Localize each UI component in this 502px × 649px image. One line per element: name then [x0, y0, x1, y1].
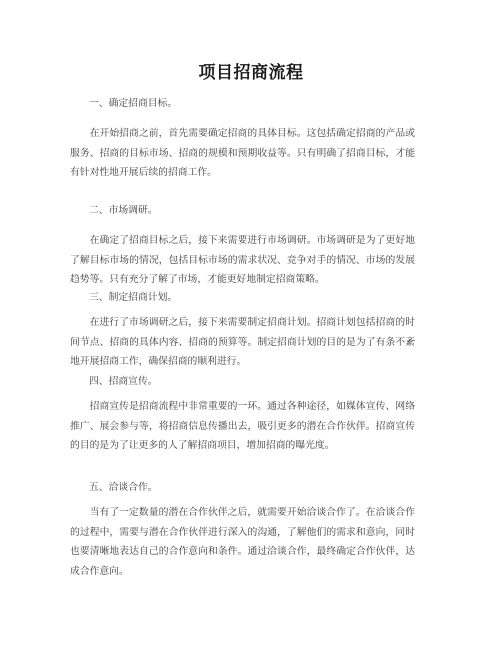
section-paragraph-3	[70, 313, 415, 372]
section-heading-2: 二、市场调研。	[89, 205, 158, 216]
section-paragraph-3-text: 在进行了市场调研之后，接下来需要制定招商计划。招商计划包括招商的时间节点、招商的具体内容、招商的预算等。制定招商计划的目的是为了有条不紊地开展招商工作，确保招商的顺利进行。	[70, 317, 415, 368]
section-heading-3: 三、制定招商计划。	[89, 292, 178, 303]
section-paragraph-5-text: 当有了一定数量的潜在合作伙伴之后，就需要开始洽谈合作了。在洽谈合作的过程中，需要与潜在合作伙伴进行深入的沟通，了解他们的需求和意向，同时也要清晰地表达自己的合作意向和条件。通过洽谈合作，最终确定合作伙伴，达成合作意向。	[70, 507, 415, 577]
section-paragraph-5	[70, 503, 415, 581]
section-heading-1: 一、确定招商目标。	[89, 98, 178, 109]
section-paragraph-4-text: 招商宣传是招商流程中非常重要的一环。通过各种途径，如媒体宣传、网络推广、展会参与等，将招商信息传播出去，吸引更多的潜在合作伙伴。招商宣传的目的是为了让更多的人了解招商项目，增加招商的曝光度。	[70, 401, 415, 452]
section-heading-4: 四、招商宣传。	[89, 376, 158, 387]
section-paragraph-2	[70, 231, 415, 290]
section-paragraph-4	[70, 397, 415, 456]
section-paragraph-1	[70, 124, 415, 183]
section-heading-5: 五、洽谈合作。	[89, 482, 158, 493]
section-paragraph-2-text: 在确定了招商目标之后，接下来需要进行市场调研。市场调研是为了更好地了解目标市场的情况，包括目标市场的需求状况、竞争对手的情况、市场的发展趋势等。只有充分了解了市场，才能更好地制定招商策略。	[70, 235, 415, 286]
section-paragraph-1-text: 在开始招商之前，首先需要确定招商的具体目标。这包括确定招商的产品或服务、招商的目标市场、招商的规模和预期收益等。只有明确了招商目标，才能有针对性地开展后续的招商工作。	[70, 128, 415, 179]
document-title: 项目招商流程	[198, 63, 304, 83]
